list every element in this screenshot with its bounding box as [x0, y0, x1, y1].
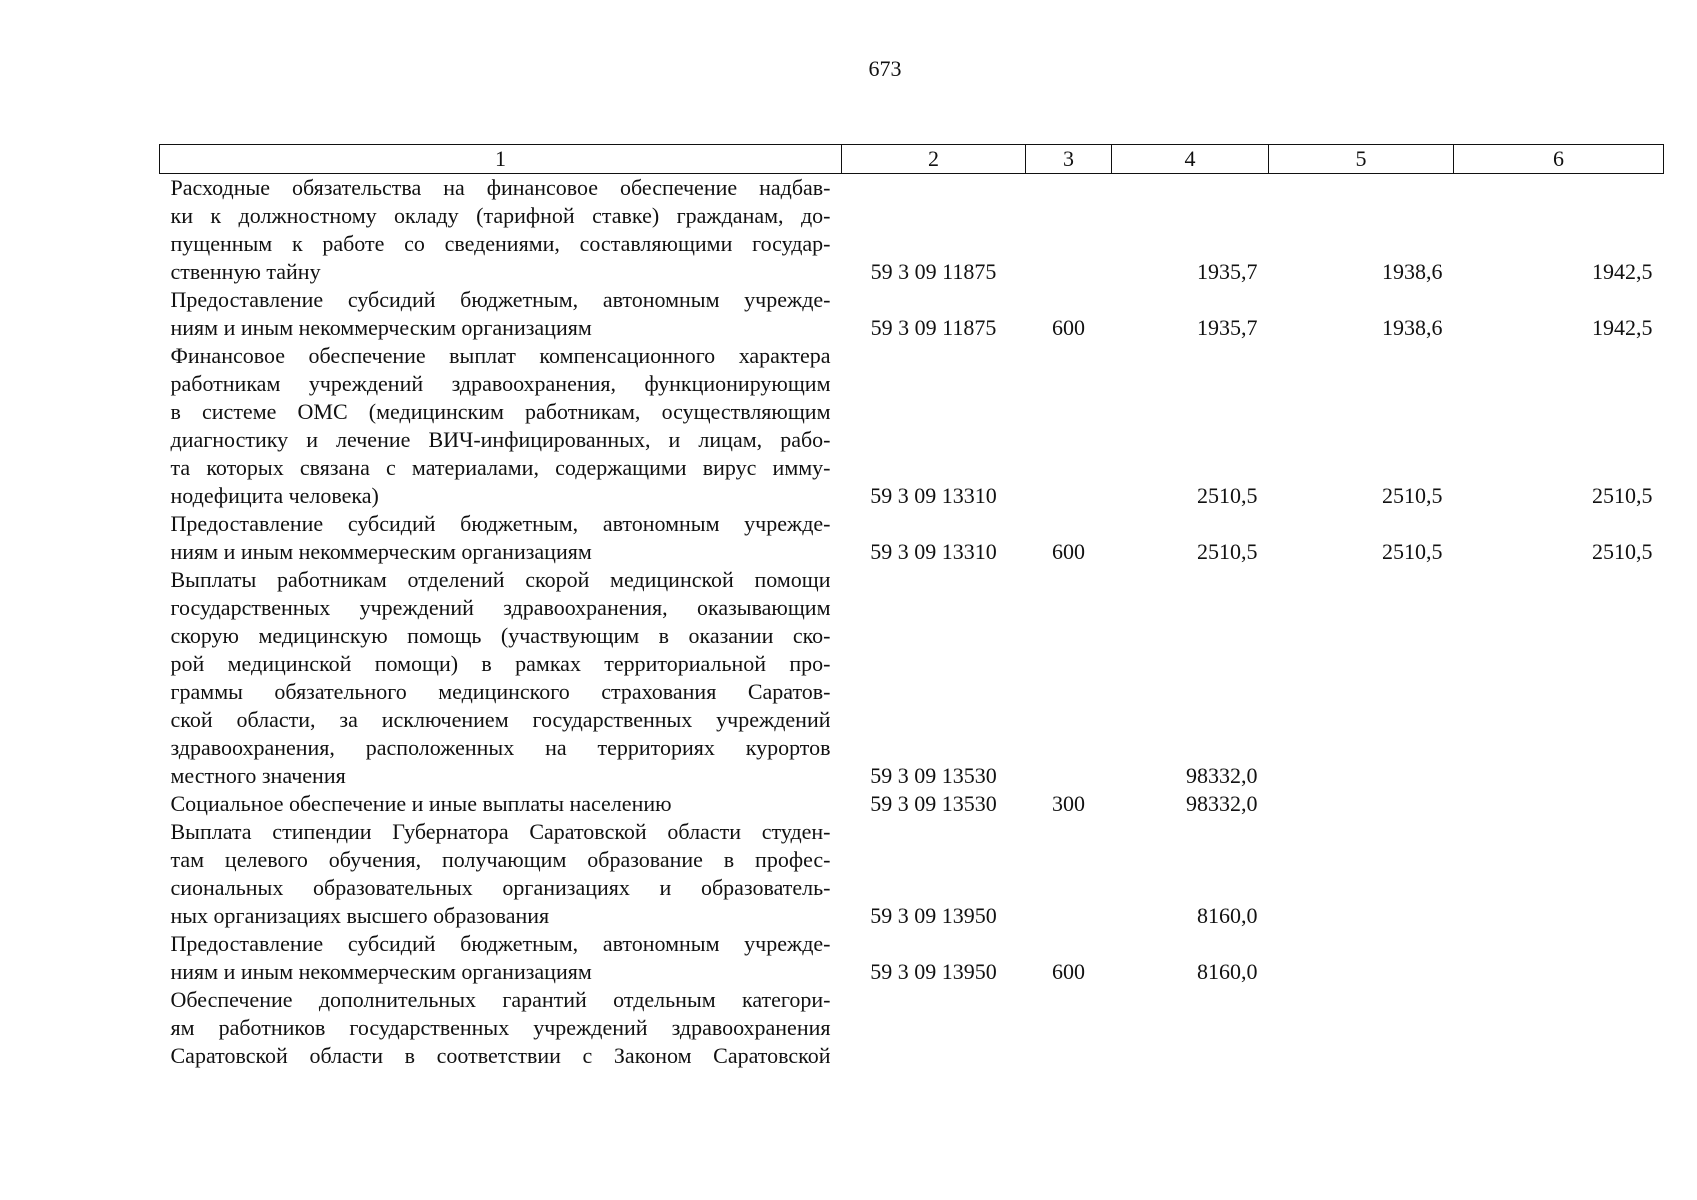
amount-col-4: 1935,7 — [1197, 315, 1258, 340]
description-line: ниям и иным некоммерческим организациям — [170, 315, 592, 340]
target-article-code: 59 3 09 13530 — [870, 763, 997, 788]
expense-type-code: 600 — [1052, 315, 1085, 340]
target-article-code: 59 3 09 13310 — [870, 539, 997, 564]
target-article-code: 59 3 09 13530 — [870, 791, 997, 816]
description-line: ям работников государственных учреждений здравоохранения — [170, 1015, 831, 1040]
description-line: диагностику и лечение ВИЧ-инфицированных, и лицам, рабо- — [170, 427, 831, 452]
amount-col-5 — [1269, 986, 1454, 1070]
description-line: Выплаты работникам отделений скорой медицинской помощи — [170, 567, 831, 592]
amount-col-4 — [1112, 986, 1269, 1070]
row-description — [160, 286, 842, 342]
description-line: Социальное обеспечение и иные выплаты населению — [170, 791, 672, 816]
row-description — [160, 818, 842, 930]
amount-col-6 — [1454, 790, 1664, 818]
description-line: там целевого обучения, получающим образование в профес- — [170, 847, 831, 872]
table-row — [160, 566, 1664, 790]
column-header-5: 5 — [1269, 145, 1454, 174]
amount-col-4: 2510,5 — [1197, 539, 1258, 564]
column-header-4: 4 — [1112, 145, 1269, 174]
amount-col-6: 1942,5 — [1592, 259, 1653, 284]
amount-col-5 — [1269, 818, 1454, 930]
amount-col-4: 98332,0 — [1186, 763, 1258, 788]
description-line: сиональных образовательных организациях и образователь- — [170, 875, 831, 900]
amount-col-6 — [1454, 566, 1664, 790]
description-line: Финансовое обеспечение выплат компенсационного характера — [170, 343, 831, 368]
column-header-3: 3 — [1026, 145, 1112, 174]
description-line: Выплата стипендии Губернатора Саратовской области студен- — [170, 819, 831, 844]
table-row — [160, 930, 1664, 986]
amount-col-4: 2510,5 — [1197, 483, 1258, 508]
row-description — [160, 566, 842, 790]
amount-col-4: 98332,0 — [1186, 791, 1258, 816]
expense-type-code: 600 — [1052, 539, 1085, 564]
expense-type-code: 600 — [1052, 959, 1085, 984]
row-description — [160, 930, 842, 986]
description-line: ственную тайну — [170, 259, 321, 284]
description-line: ных организациях высшего образования — [170, 903, 550, 928]
target-article-code: 59 3 09 13950 — [870, 903, 997, 928]
description-line: Предоставление субсидий бюджетным, автономным учрежде- — [170, 511, 831, 536]
description-line: Предоставление субсидий бюджетным, автономным учрежде- — [170, 931, 831, 956]
expense-type-code — [1026, 342, 1112, 510]
column-header-1: 1 — [160, 145, 842, 174]
description-line: нодефицита человека) — [170, 483, 379, 508]
description-line: работникам учреждений здравоохранения, функционирующим — [170, 371, 831, 396]
target-article-code: 59 3 09 11875 — [870, 259, 997, 284]
column-header-2: 2 — [842, 145, 1026, 174]
amount-col-4: 1935,7 — [1197, 259, 1258, 284]
table-row — [160, 818, 1664, 930]
expense-type-code — [1026, 174, 1112, 287]
table-row — [160, 342, 1664, 510]
row-description — [160, 342, 842, 510]
description-line: Предоставление субсидий бюджетным, автономным учрежде- — [170, 287, 831, 312]
amount-col-6: 1942,5 — [1592, 315, 1653, 340]
description-line: рой медицинской помощи) в рамках территориальной про- — [170, 651, 831, 676]
row-description — [160, 510, 842, 566]
target-article-code: 59 3 09 13310 — [870, 483, 997, 508]
table-body — [160, 174, 1664, 1071]
amount-col-6: 2510,5 — [1592, 483, 1653, 508]
target-article-code: 59 3 09 11875 — [870, 315, 997, 340]
description-line: местного значения — [170, 763, 346, 788]
description-line: скорую медицинскую помощь (участвующим в оказании ско- — [170, 623, 831, 648]
amount-col-6 — [1454, 930, 1664, 986]
target-article-code: 59 3 09 13950 — [870, 959, 997, 984]
description-line: в системе ОМС (медицинским работникам, осуществляющим — [170, 399, 831, 424]
description-line: ниям и иным некоммерческим организациям — [170, 539, 592, 564]
description-line: ской области, за исключением государственных учреждений — [170, 707, 831, 732]
target-article-code — [842, 986, 1026, 1070]
amount-col-5: 2510,5 — [1382, 539, 1443, 564]
description-line: Расходные обязательства на финансовое обеспечение надбав- — [170, 175, 831, 200]
amount-col-5: 1938,6 — [1382, 315, 1443, 340]
row-description — [160, 790, 842, 818]
table-row — [160, 510, 1664, 566]
column-header-6: 6 — [1454, 145, 1664, 174]
description-line: граммы обязательного медицинского страхования Саратов- — [170, 679, 831, 704]
header-row — [160, 145, 1664, 174]
amount-col-5: 2510,5 — [1382, 483, 1443, 508]
description-line: ки к должностному окладу (тарифной ставке) гражданам, до- — [170, 203, 831, 228]
description-line: Обеспечение дополнительных гарантий отдельным категори- — [170, 987, 831, 1012]
amount-col-6 — [1454, 986, 1664, 1070]
table-row — [160, 286, 1664, 342]
row-description — [160, 174, 842, 287]
row-description — [160, 986, 842, 1070]
page-number: 673 — [868, 56, 902, 81]
amount-col-5 — [1269, 790, 1454, 818]
amount-col-4: 8160,0 — [1197, 959, 1258, 984]
description-line: пущенным к работе со сведениями, составляющими государ- — [170, 231, 831, 256]
expense-type-code — [1026, 986, 1112, 1070]
table-row — [160, 174, 1664, 287]
description-line: здравоохранения, расположенных на территориях курортов — [170, 735, 831, 760]
expense-type-code: 300 — [1052, 791, 1085, 816]
amount-col-6 — [1454, 818, 1664, 930]
budget-table — [159, 144, 1664, 1070]
table-row — [160, 790, 1664, 818]
amount-col-4: 8160,0 — [1197, 903, 1258, 928]
amount-col-6: 2510,5 — [1592, 539, 1653, 564]
amount-col-5: 1938,6 — [1382, 259, 1443, 284]
description-line: ниям и иным некоммерческим организациям — [170, 959, 592, 984]
expense-type-code — [1026, 818, 1112, 930]
description-line: Саратовской области в соответствии с Законом Саратовской — [170, 1043, 831, 1068]
description-line: та которых связана с материалами, содержащими вирус имму- — [170, 455, 831, 480]
table-row — [160, 986, 1664, 1070]
expense-type-code — [1026, 566, 1112, 790]
amount-col-5 — [1269, 566, 1454, 790]
description-line: государственных учреждений здравоохранения, оказывающим — [170, 595, 831, 620]
amount-col-5 — [1269, 930, 1454, 986]
table-header — [160, 145, 1664, 174]
